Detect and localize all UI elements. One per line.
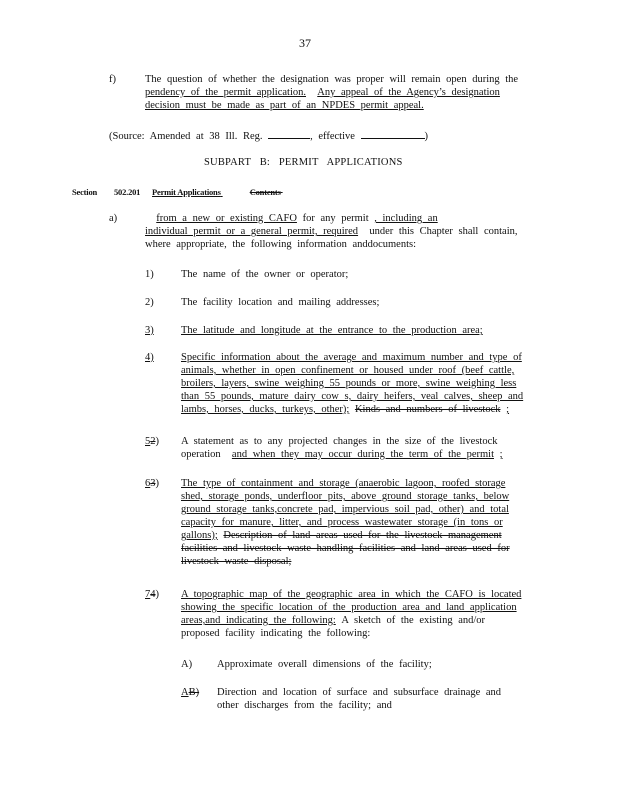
section-title-deleted: Contents — [249, 187, 281, 197]
item-6-line-2: shed, storage ponds, underfloor pits, above ground storage tanks, below — [181, 491, 510, 502]
item-5-line-2c: ; — [499, 449, 503, 460]
item-f-line-3-text: decision must be made as part of an NPDES permit appeal. — [145, 100, 424, 111]
item-6-line-6-deleted: facilities and livestock waste handling facilities and land areas used for — [181, 543, 510, 554]
item-4-line-1: Specific information about the average and maximum number and type of — [181, 352, 522, 363]
item-6-line-1: The type of containment and storage (anaerobic lagoon, roofed storage — [181, 478, 506, 489]
page-number: 37 — [299, 36, 311, 50]
item-f-line-1: The question of whether the designation was proper will remain open during the — [145, 74, 519, 85]
section-number: 502.201 — [114, 187, 141, 197]
item-5-label — [145, 435, 159, 448]
item-4-line-4: than 55 pounds, mature dairy cow s, dairy heifers, veal calves, sheep and — [181, 391, 524, 402]
item-a-line-1 — [145, 212, 518, 225]
section-title-new: Permit Applications — [152, 187, 221, 197]
item-a-line-2a: individual permit or a general permit, required — [145, 226, 359, 237]
section-title — [152, 187, 297, 197]
item-7-line-3a: areas,and indicating the following: — [181, 615, 336, 626]
source-note-blank-2 — [361, 129, 425, 139]
item-f-label: f) — [109, 74, 116, 85]
item-6-label — [145, 477, 159, 490]
item-6-text — [181, 477, 510, 568]
item-4-line-5 — [181, 403, 523, 416]
item-6-label-old: 3 — [150, 478, 156, 489]
item-7-line-2: showing the specific location of the production area and land application — [181, 602, 517, 613]
item-5-line-1: A statement as to any projected changes in the size of the livestock — [181, 436, 498, 447]
source-note-suffix: ) — [424, 131, 429, 142]
item-4-text — [181, 351, 523, 416]
item-4-line-5c: ; — [506, 404, 510, 415]
item-a-text — [145, 212, 518, 251]
item-a-line-2 — [145, 225, 518, 238]
item-4-line-2: animals, whether in open confinement or housed under roof (beef cattle, — [181, 365, 515, 376]
item-6-line-7-deleted: livestock waste disposal; — [181, 556, 292, 567]
item-f-line-2 — [145, 86, 533, 99]
item-6-label-new: 6 — [145, 478, 151, 489]
sub-a-label: A) — [181, 659, 193, 670]
section-title-gap — [221, 187, 250, 197]
item-7-text — [181, 588, 521, 640]
item-4-label: 4) — [145, 352, 154, 363]
item-f-text — [145, 73, 533, 112]
item-5-label-new: 5 — [145, 436, 151, 447]
item-5-line-2a: operation — [181, 449, 221, 460]
source-note-prefix: (Source: Amended at 38 Ill. Reg. — [109, 131, 263, 142]
item-f-line-2a: pendency of the permit application. — [145, 87, 306, 98]
item-a-line-2b: under this Chapter shall contain, — [369, 226, 518, 237]
item-6-line-3: ground storage tanks,concrete pad, impervious soil pad, other) and total — [181, 504, 509, 515]
item-4-line-5a: lambs, horses, ducks, turkeys, other); — [181, 404, 350, 415]
item-4-line-5b-deleted: Kinds and numbers of livestock — [354, 404, 501, 415]
item-5-line-2b: and when they may occur during the term of the permit — [231, 449, 494, 460]
item-7-line-1: A topographic map of the geographic area in which the CAFO is located — [181, 589, 522, 600]
source-note-middle: , effective — [310, 131, 355, 142]
item-a-label: a) — [109, 213, 118, 224]
item-6-line-4: capacity for manure, litter, and process wastewater storage (in tons or — [181, 517, 503, 528]
source-note-blank-1 — [268, 129, 310, 139]
item-6-line-5b-deleted: Description of land areas used for the livestock management — [223, 530, 502, 541]
sub-b-label — [181, 686, 199, 699]
item-5-text — [181, 435, 503, 461]
item-3-label: 3) — [145, 325, 154, 336]
item-5-line-2 — [181, 448, 503, 461]
item-4-line-3: broilers, layers, swine weighing 55 pounds or more, swine weighing less — [181, 378, 517, 389]
item-f-line-3 — [145, 99, 533, 112]
item-a-line-1d: , including an — [374, 213, 438, 224]
sub-b-text — [217, 686, 501, 712]
item-7-label-old: 4 — [150, 589, 156, 600]
item-f-line-2b: Any appeal of the Agency’s designation — [317, 87, 500, 98]
section-title-strike-tail — [281, 187, 297, 197]
item-7-label-new: 7 — [145, 589, 151, 600]
item-7-line-3b: A sketch of the existing and/or — [341, 615, 486, 626]
item-a-line-1c: for any permit — [302, 213, 369, 224]
sub-a-text: Approximate overall dimensions of the facility; — [217, 659, 432, 670]
item-2-label: 2) — [145, 297, 154, 308]
item-6-line-5a: gallons); — [181, 530, 218, 541]
item-a-line-1b: from a new or existing CAFO — [156, 213, 297, 224]
item-3-text: The latitude and longitude at the entrance to the production area; — [181, 325, 483, 336]
sub-b-label-new: A — [181, 687, 189, 698]
subpart-heading: SUBPART B: PERMIT APPLICATIONS — [204, 157, 403, 168]
sub-b-label-old: B) — [188, 687, 200, 698]
sub-b-line-1: Direction and location of surface and subsurface drainage and — [217, 687, 502, 698]
item-6-line-5 — [181, 529, 510, 542]
item-6-label-paren: ) — [155, 478, 159, 489]
item-7-label — [145, 588, 159, 601]
sub-b-line-2: other discharges from the facility; and — [217, 700, 392, 711]
item-5-label-old: 2 — [150, 436, 156, 447]
source-note — [109, 129, 428, 143]
item-2-text: The facility location and mailing addresses; — [181, 297, 380, 308]
item-7-line-3 — [181, 614, 521, 627]
item-1-text: The name of the owner or operator; — [181, 269, 349, 280]
item-7-line-4: proposed facility indicating the following: — [181, 628, 371, 639]
item-7-label-paren: ) — [155, 589, 159, 600]
item-a-line-3: where appropriate, the following information anddocuments: — [145, 239, 417, 250]
item-1-label: 1) — [145, 269, 154, 280]
item-5-label-paren: ) — [155, 436, 159, 447]
section-label: Section — [72, 187, 98, 197]
